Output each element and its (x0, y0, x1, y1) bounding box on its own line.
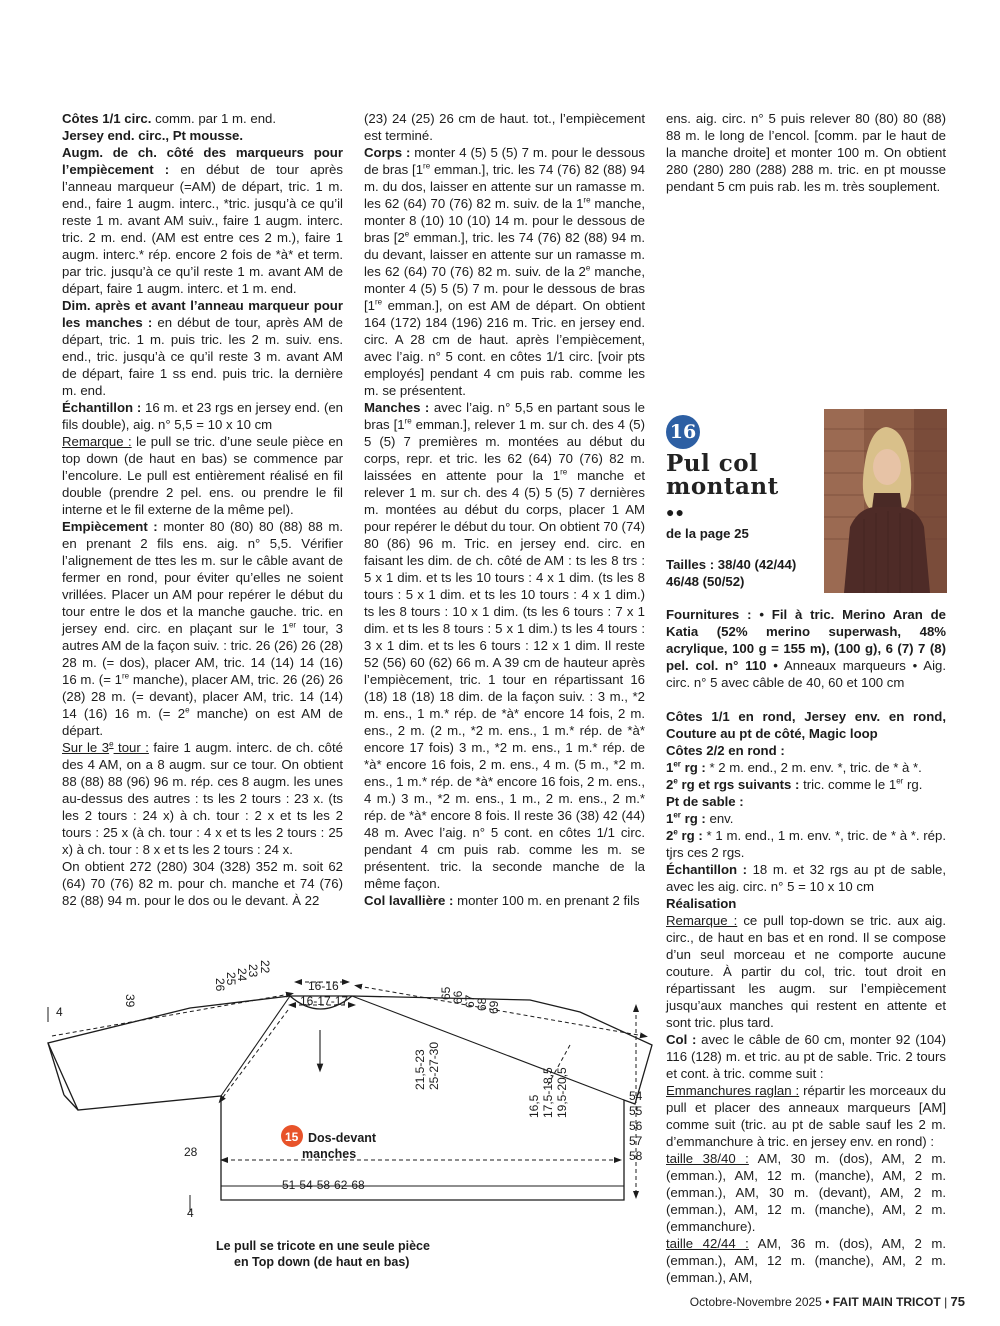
left-top-22: 22 (258, 960, 272, 974)
pattern-title: Pul col montant (666, 450, 779, 500)
caption-line-2: en Top down (de haut en bas) (234, 1255, 410, 1269)
pattern-number-badge: 16 (666, 415, 700, 449)
right-top-65: 65 (439, 986, 453, 1000)
left-top-23: 23 (246, 964, 260, 978)
rib-label: 4 (187, 1206, 194, 1220)
diagram-label-2: manches (302, 1147, 357, 1161)
raglan-b-label: 25-27-30 (427, 1041, 441, 1090)
body-height-label: 28 (184, 1145, 198, 1159)
model-photo (824, 409, 947, 593)
neck-top-label: 16-16 (308, 979, 339, 993)
column-2: (23) 24 (25) 26 cm de haut. tot., l’empiècement est terminé. Corps : monter 4 (5) 5 (5) 7 m. pour le dessous de bras [1re emman.], tric. les 74 (76) 82 (88) 94 m. du dos, laisser en attente sur un ramasse m. les 62 (64) 70 (76) 82 m. suiv. de la 1re manche, monter 8 (10) 10 (10) 14 m. pour le dessous de bras [2e emman.], tric. les 74 (76) 82 (88) 94 m. du devant, laisser en attente sur un ramasse m. les 62 (64) 70 (76) 82 m. suiv. de la 2e manche, monter 4 (5) 5 (5) 7 m. pour le dessous de bras [1re emman.], on est AM de départ. On obtient 164 (172) 184 (196) 216 m. Tric. en jersey end. circ. A 28 cm de haut. après l’empiècement, avec l’aig. n° 5 cont. en côtes 1/1 circ. [voir pts employés] pendant 4 cm puis rab. comme les m. se présentent. Manches : avec l’aig. n° 5,5 en partant sous le bras [1re emman.], relever 1 m. sur ch. des 4 (5) 5 (5) 7 premières m. montées au début du corps, repr. et tric. les 62 (64) 70 (76) 82 m. laissées en attente pour la 1re manche et relever 1 m. sur ch. des 4 (5) 5 (5) 7 dernières m. montées au début du corps, placer 1 AM pour repérer le début du tour. On obtient 70 (74) 80 (86) 96 m. Tric. en jersey end. circ. en faisant les dim. de ch. côté de AM : ts les 8 trs : 5 x 1 dim. et ts les 10 tours : 4 x 1 dim. (ts les 8 tours : 5 x 1 dim. et ts les 10 tours : 4 x 1 dim.) ts les 8 tours : 10 x 1 dim. (ts les 6 tours : 7 x 1 dim. et ts les 8 tours : 5 x 1 dim.) ts les 4 tours : 3 x 1 dim. et ts les 6 tours : 12 x 1 dim. Il reste 52 (56) 60 (62) 66 m. A 39 cm de hauteur après l’empiècement, tric. 1 tour en répartissant 16 (18) 18 (18) 18 dim. de la façon suiv. : 3 m., *2 m. ens., 1 m.* rép. de *à* encore 14 fois, 2 m. ens., 2 m. (2 m., *2 m. ens., 1 m.* rép. de *à* encore 17 fois) 3 m., *2 m. ens., 1 m.* rép. de *à* encore 16 fois, 2 m. ens., 4 m. (5 m., *2 m. ens., 1 m.* rép. de *à* encore 16 fois, 2 m. ens., 4 m.) 3 m., *2 m. ens., 1 m., 2 m. ens., 2 m.* rép. de *à* encore 8 fois. Il reste 36 (38) 42 (44) 48 m. Avec l’aig. n° 5 cont. en côtes 1/1 circ. pendant 4 cm puis rab. comme les m. se présentent. tric. la seconde manche de la même façon. Col lavallière : monter 100 m. en prenant 2 fils (364, 111, 646, 908)
raglan-d-label: 17,5-18,5 (541, 1067, 555, 1118)
width-label: 51-54-58-62-68 (282, 1178, 365, 1192)
page-number: 75 (950, 1294, 965, 1309)
neck-bottom-label: 16-17-17 (300, 994, 349, 1008)
raglan-e-label: 19,5-20,5 (555, 1067, 569, 1118)
left-top-24: 24 (235, 968, 249, 982)
diagram-number: 15 (285, 1130, 299, 1144)
right-top-68: 68 (475, 997, 489, 1011)
height-54: 54 (629, 1089, 643, 1103)
from-page: de la page 25 (666, 526, 749, 541)
cuff-label: 4 (56, 1005, 63, 1019)
column-3-top: ens. aig. circ. n° 5 puis relever 80 (80) 80 (88) 88 m. le long de l’encol. [comm. par le haut de la manche droite] et monter 100 m. On obtient 280 (280) 280 (288) 288 m. tric. en pt mousse pendant 5 cm puis rab. les m. très souplement. (666, 111, 946, 194)
height-55: 55 (629, 1104, 643, 1118)
schematic-svg (40, 950, 660, 1280)
sleeve-length-label: 39 (123, 994, 137, 1008)
height-58: 58 (629, 1149, 643, 1163)
column-3-bottom: Fournitures : • Fil à tric. Merino Aran de Katia (52% merino superwash, 48% acrylique, 100 g = 155 m), (100 g), 6 (7) 7 (8) pel. col. n° 110 • Anneaux marqueurs • Aig. circ. n° 5 avec câble de 40, 60 et 100 cm Côtes 1/1 en rond, Jersey env. en rond, Couture au pt de côté, Magic loop Côtes 2/2 en rond : 1er rg : * 2 m. end., 2 m. env. *, tric. de * à *. 2e rg et rgs suivants : tric. comme le 1er rg. Pt de sable : 1er rg : env. 2e rg : * 1 m. end., 1 m. env. *, tric. de * à *. rép. tjrs ces 2 rgs. Échantillon : 18 m. et 32 rgs au pt de sable, avec les aig. circ. n° 5 = 10 x 10 cm Réalisation Remarque : ce pull top-down se tric. aux aig. circ., de haut en bas et en rond. Il se compose d’un seul morceau et ne comporte aucune couture. À partir du col, tric. tout droit en répartissant les augm. sur l’empiècement jusqu’aux manches qui restent en attente et sont tric. plus tard. Col : avec le câble de 60 cm, monter 92 (104) 116 (128) m. et tric. au pt de sable. Tric. 2 tours et cont. à tric. comme suit : Emmanchures raglan : répartir les morceaux du pull et placer des anneaux marqueurs [AM] comme suit (tric. au pt de sable sauf les 2 m. d’emmanchure à tric. en jersey env. en rond) : taille 38/40 : AM, 30 m. (dos), AM, 2 m. (emman.), AM, 12 m. (manche), AM, 2 m. (emman.), AM, 30 m. (devant), AM, 2 m. (emman.), AM, 12 m. (manche), AM, 2 m. (emmanchure). taille 42/44 : AM, 36 m. (dos), AM, 2 m. (emman.), AM, 12 m. (manche), AM, 2 m. (emman.), AM, (666, 607, 947, 1285)
height-56: 56 (629, 1119, 643, 1133)
difficulty-dots: ●● (666, 504, 685, 520)
height-57: 57 (629, 1134, 643, 1148)
caption-line-1: Le pull se tricote en une seule pièce (216, 1239, 430, 1253)
column-1: Côtes 1/1 circ. comm. par 1 m. end. Jersey end. circ., Pt mousse. Augm. de ch. côté des marqueurs pour l’empiècement : en début de tour après l’anneau marqueur (=AM) de départ, tric. 1 m. end., faire 1 augm. interc., *tric. jusqu’à ce qu’il reste 1 m. avant AM suiv., faire 1 augm. interc. tric. 2 m. end. (AM est entre ces 2 m.), faire 1 augm. interc.* rép. encore 2 fois de *à* et term. par tric. jusqu’à ce qu’il reste 1 m. avant AM de départ, faire 1 augm. interc. et 1 m. end. Dim. après et avant l’anneau marqueur pour les manches : en début de tour, après AM de départ, tric. 1 m. puis tric. les 2 m. suiv. ens. end., tric. jusqu’à ce qu’il reste 3 m. avant AM de départ, faire 1 ss end. puis tric. la dernière m. end. Échantillon : 16 m. et 23 rgs en jersey end. (en fils double), aig. n° 5,5 = 10 x 10 cm Remarque : le pull se tric. d’une seule pièce en top down (de haut en bas) se commence par l’encolure. Le pull est entièrement réalisé en fil double (prendre 2 pel. ens. ou prendre le fil interne et le fil externe de la même pel). Empiècement : monter 80 (80) 80 (88) 88 m. en prenant 2 fils ens. aig. n° 5,5. Vérifier l’alignement de ttes les m. sur le câble avant de fermer en rond, pour éviter qu’elles ne soient vrillées. Placer un AM pour repérer le début du tour entre le dos et la manche gauche. tric. en jersey end. circ. en plaçant sur le 1er tour, 3 autres AM de la façon suiv. : tric. 26 (26) 26 (28) 28 m. (= dos), placer AM, tric. 14 (14) 14 (16) 16 m. (= 1re manche), placer AM, tric. 26 (26) 26 (28) 28 m. (= devant), placer AM, tric. 14 (14) 14 (16) 16 m. (= $2^e$ manche) on est AM de départ. Sur le 3e tour : faire 1 augm. interc. de ch. côté des 4 AM, on a 8 augm. sur ce tour. On obtient 88 (88) 88 (96) 96 m. rép. ces 8 augm. les unes au-dessus des autres : ts les 2 tours : 23 x. (ts les 2 tours : 24 x) à ch. tour : 2 x et ts les 2 tours : 25 x (à ch. tour : 4 x et ts les 2 tours : 25 x) à ch. tour : 8 x et ts les 2 tours : 24 x. On obtient 272 (280) 304 (328) 352 m. soit 62 (64) 70 (76) 82 m. pour ch. manche et 74 (76) 82 (88) 94 m. pour le dos ou le devant. À 22 (62, 111, 344, 908)
raglan-c-label: 16,5 (527, 1094, 541, 1118)
right-top-67: 67 (463, 994, 477, 1008)
right-top-69: 69 (487, 1000, 501, 1014)
left-top-26: 26 (213, 978, 227, 992)
page-footer: Octobre-Novembre 2025 • FAIT MAIN TRICOT | 75 (689, 1294, 965, 1309)
diagram-label-1: Dos-devant (308, 1131, 377, 1145)
right-top-66: 66 (451, 990, 465, 1004)
left-top-25: 25 (224, 972, 238, 986)
schematic-diagram (40, 950, 660, 1285)
raglan-a-label: 21,5-23 (413, 1049, 427, 1090)
sizes: Tailles : 38/40 (42/44) 46/48 (50/52) (666, 557, 797, 589)
